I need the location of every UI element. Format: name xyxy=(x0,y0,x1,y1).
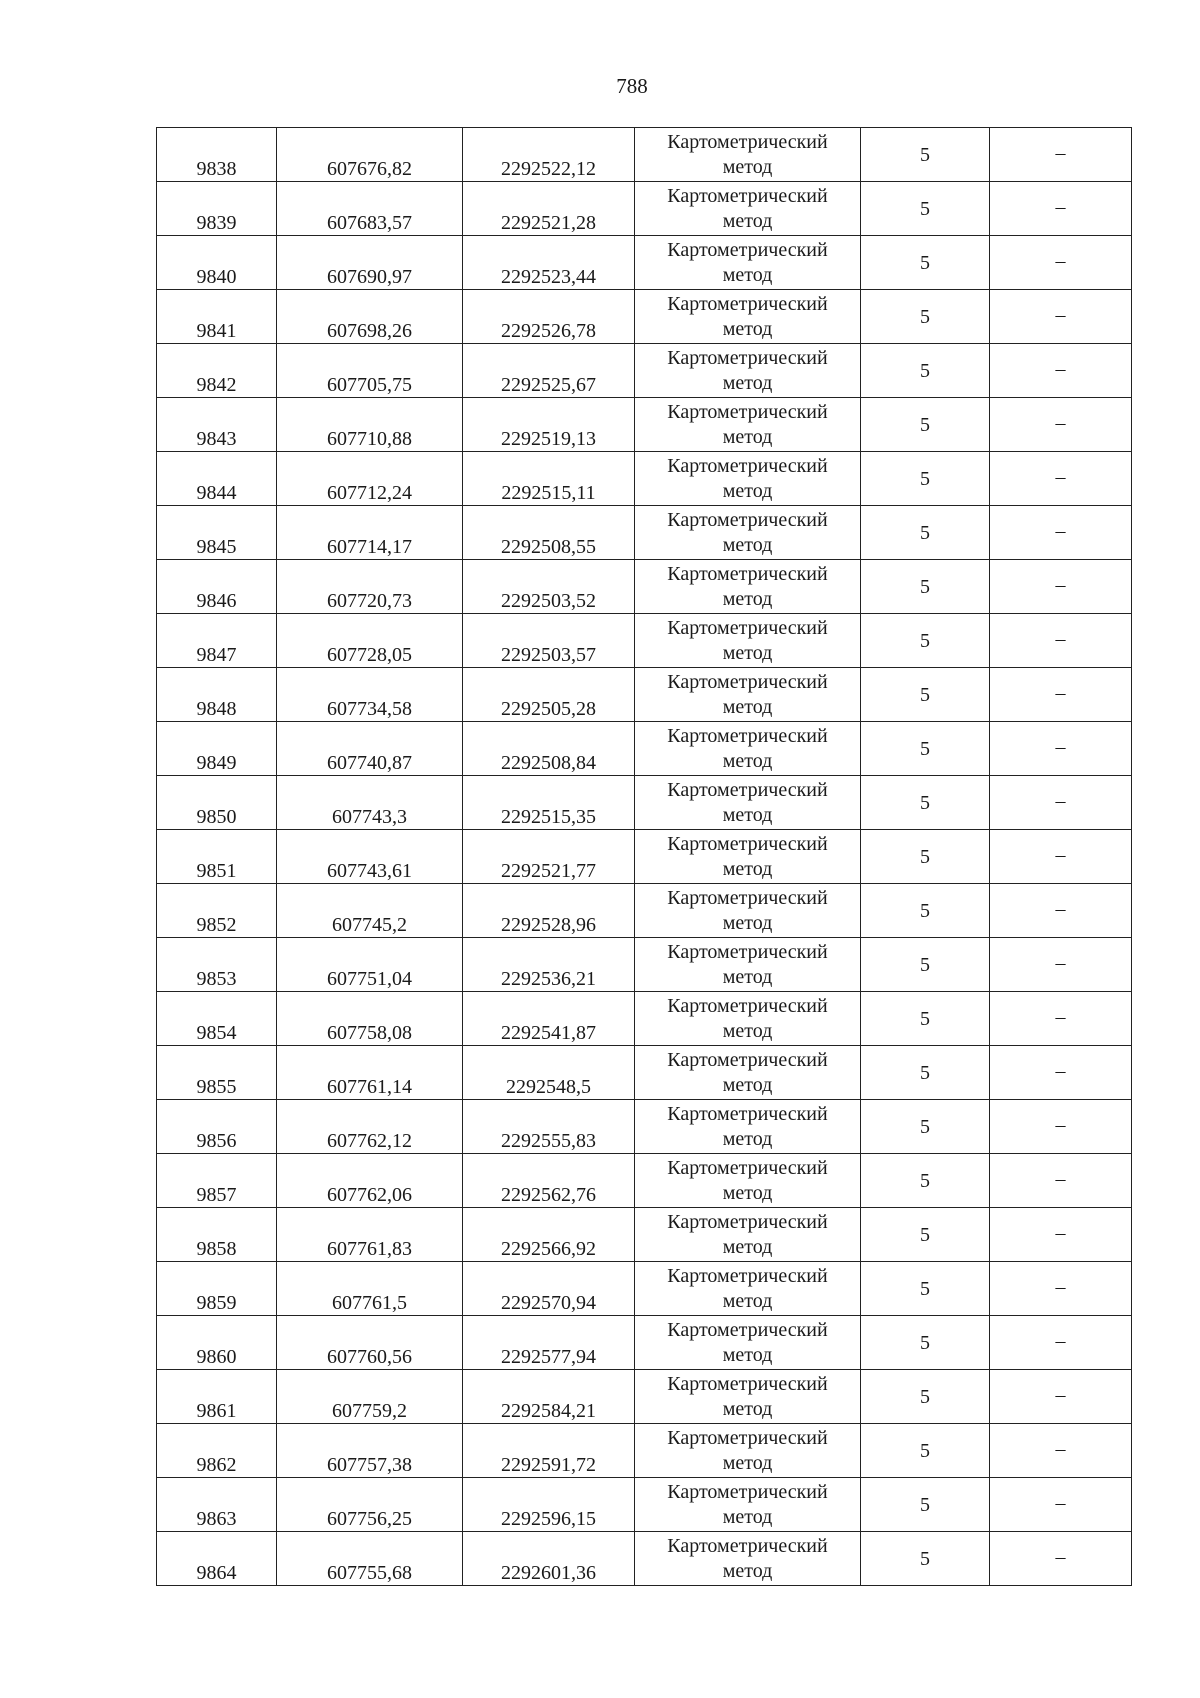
accuracy-cell: 5 xyxy=(861,1208,990,1262)
method-line-2: метод xyxy=(722,1505,773,1528)
method-line-1: Картометрический xyxy=(667,994,828,1017)
table-row xyxy=(157,1262,1132,1316)
method-line-1: Картометрический xyxy=(667,724,828,747)
table-row xyxy=(157,776,1132,830)
method-line-2: метод xyxy=(722,533,773,556)
x-coordinate-cell: 607761,14 xyxy=(277,1046,463,1100)
method-cell xyxy=(635,236,861,290)
method-line-2: метод xyxy=(722,911,773,934)
method-line-1: Картометрический xyxy=(667,346,828,369)
x-coordinate-cell: 607720,73 xyxy=(277,560,463,614)
point-number-cell: 9843 xyxy=(157,398,277,452)
point-number-cell: 9847 xyxy=(157,614,277,668)
accuracy-cell: 5 xyxy=(861,1370,990,1424)
point-number-cell: 9856 xyxy=(157,1100,277,1154)
point-number-cell: 9857 xyxy=(157,1154,277,1208)
method-cell xyxy=(635,1262,861,1316)
method-line-1: Картометрический xyxy=(667,1264,828,1287)
method-cell xyxy=(635,776,861,830)
point-number-cell: 9855 xyxy=(157,1046,277,1100)
x-coordinate-cell: 607712,24 xyxy=(277,452,463,506)
y-coordinate-cell: 2292505,28 xyxy=(463,668,635,722)
x-coordinate-cell: 607759,2 xyxy=(277,1370,463,1424)
x-coordinate-cell: 607761,5 xyxy=(277,1262,463,1316)
y-coordinate-cell: 2292508,84 xyxy=(463,722,635,776)
note-cell: – xyxy=(990,1208,1132,1262)
method-line-1: Картометрический xyxy=(667,1048,828,1071)
method-line-1: Картометрический xyxy=(667,670,828,693)
table-row xyxy=(157,1316,1132,1370)
accuracy-cell: 5 xyxy=(861,1532,990,1586)
note-cell: – xyxy=(990,614,1132,668)
note-cell: – xyxy=(990,506,1132,560)
table-row xyxy=(157,560,1132,614)
note-cell: – xyxy=(990,1262,1132,1316)
accuracy-cell: 5 xyxy=(861,776,990,830)
method-line-1: Картометрический xyxy=(667,616,828,639)
method-line-2: метод xyxy=(722,209,773,232)
method-line-2: метод xyxy=(722,1235,773,1258)
point-number-cell: 9838 xyxy=(157,128,277,182)
method-cell xyxy=(635,506,861,560)
point-number-cell: 9858 xyxy=(157,1208,277,1262)
method-line-2: метод xyxy=(722,1073,773,1096)
method-cell xyxy=(635,398,861,452)
table-row xyxy=(157,1046,1132,1100)
x-coordinate-cell: 607762,12 xyxy=(277,1100,463,1154)
table-row xyxy=(157,1154,1132,1208)
table-row xyxy=(157,1424,1132,1478)
method-line-2: метод xyxy=(722,857,773,880)
table-row xyxy=(157,722,1132,776)
method-line-1: Картометрический xyxy=(667,292,828,315)
table-row xyxy=(157,182,1132,236)
point-number-cell: 9842 xyxy=(157,344,277,398)
method-cell xyxy=(635,1100,861,1154)
x-coordinate-cell: 607761,83 xyxy=(277,1208,463,1262)
note-cell: – xyxy=(990,722,1132,776)
method-line-2: метод xyxy=(722,965,773,988)
method-line-1: Картометрический xyxy=(667,940,828,963)
point-number-cell: 9839 xyxy=(157,182,277,236)
note-cell: – xyxy=(990,1424,1132,1478)
x-coordinate-cell: 607698,26 xyxy=(277,290,463,344)
table-row xyxy=(157,992,1132,1046)
note-cell: – xyxy=(990,182,1132,236)
x-coordinate-cell: 607762,06 xyxy=(277,1154,463,1208)
y-coordinate-cell: 2292566,92 xyxy=(463,1208,635,1262)
y-coordinate-cell: 2292555,83 xyxy=(463,1100,635,1154)
note-cell: – xyxy=(990,776,1132,830)
method-line-1: Картометрический xyxy=(667,562,828,585)
x-coordinate-cell: 607760,56 xyxy=(277,1316,463,1370)
note-cell: – xyxy=(990,452,1132,506)
method-cell xyxy=(635,344,861,398)
y-coordinate-cell: 2292591,72 xyxy=(463,1424,635,1478)
method-line-1: Картометрический xyxy=(667,130,828,153)
note-cell: – xyxy=(990,560,1132,614)
point-number-cell: 9852 xyxy=(157,884,277,938)
method-line-2: метод xyxy=(722,1451,773,1474)
method-line-2: метод xyxy=(722,425,773,448)
method-line-1: Картометрический xyxy=(667,1210,828,1233)
method-cell xyxy=(635,830,861,884)
x-coordinate-cell: 607705,75 xyxy=(277,344,463,398)
method-cell xyxy=(635,668,861,722)
note-cell: – xyxy=(990,1370,1132,1424)
method-line-2: метод xyxy=(722,803,773,826)
table-row xyxy=(157,1208,1132,1262)
method-line-1: Картометрический xyxy=(667,184,828,207)
x-coordinate-cell: 607745,2 xyxy=(277,884,463,938)
method-line-1: Картометрический xyxy=(667,1372,828,1395)
method-cell xyxy=(635,884,861,938)
y-coordinate-cell: 2292523,44 xyxy=(463,236,635,290)
method-cell xyxy=(635,1370,861,1424)
method-cell xyxy=(635,560,861,614)
table-row xyxy=(157,452,1132,506)
page-number: 788 xyxy=(616,74,648,98)
y-coordinate-cell: 2292503,57 xyxy=(463,614,635,668)
x-coordinate-cell: 607755,68 xyxy=(277,1532,463,1586)
method-cell xyxy=(635,1154,861,1208)
accuracy-cell: 5 xyxy=(861,938,990,992)
table-row xyxy=(157,398,1132,452)
method-line-1: Картометрический xyxy=(667,1102,828,1125)
note-cell: – xyxy=(990,1046,1132,1100)
point-number-cell: 9853 xyxy=(157,938,277,992)
y-coordinate-cell: 2292521,77 xyxy=(463,830,635,884)
y-coordinate-cell: 2292536,21 xyxy=(463,938,635,992)
point-number-cell: 9851 xyxy=(157,830,277,884)
y-coordinate-cell: 2292508,55 xyxy=(463,506,635,560)
note-cell: – xyxy=(990,398,1132,452)
x-coordinate-cell: 607683,57 xyxy=(277,182,463,236)
y-coordinate-cell: 2292521,28 xyxy=(463,182,635,236)
method-cell xyxy=(635,1532,861,1586)
method-cell xyxy=(635,722,861,776)
note-cell: – xyxy=(990,1478,1132,1532)
table-row xyxy=(157,1100,1132,1154)
method-line-2: метод xyxy=(722,317,773,340)
table-row xyxy=(157,344,1132,398)
accuracy-cell: 5 xyxy=(861,1316,990,1370)
method-line-1: Картометрический xyxy=(667,1156,828,1179)
table-row xyxy=(157,128,1132,182)
accuracy-cell: 5 xyxy=(861,344,990,398)
table-row xyxy=(157,668,1132,722)
x-coordinate-cell: 607734,58 xyxy=(277,668,463,722)
method-line-2: метод xyxy=(722,371,773,394)
accuracy-cell: 5 xyxy=(861,1424,990,1478)
method-line-2: метод xyxy=(722,1343,773,1366)
point-number-cell: 9848 xyxy=(157,668,277,722)
table-row xyxy=(157,236,1132,290)
accuracy-cell: 5 xyxy=(861,830,990,884)
method-line-2: метод xyxy=(722,155,773,178)
method-line-2: метод xyxy=(722,1397,773,1420)
method-line-1: Картометрический xyxy=(667,1534,828,1557)
method-cell xyxy=(635,1208,861,1262)
y-coordinate-cell: 2292541,87 xyxy=(463,992,635,1046)
point-number-cell: 9846 xyxy=(157,560,277,614)
point-number-cell: 9844 xyxy=(157,452,277,506)
method-cell xyxy=(635,1316,861,1370)
point-number-cell: 9859 xyxy=(157,1262,277,1316)
method-line-1: Картометрический xyxy=(667,1480,828,1503)
accuracy-cell: 5 xyxy=(861,992,990,1046)
method-line-2: метод xyxy=(722,695,773,718)
y-coordinate-cell: 2292577,94 xyxy=(463,1316,635,1370)
method-line-1: Картометрический xyxy=(667,508,828,531)
method-line-1: Картометрический xyxy=(667,1426,828,1449)
method-line-2: метод xyxy=(722,641,773,664)
y-coordinate-cell: 2292596,15 xyxy=(463,1478,635,1532)
table-row xyxy=(157,614,1132,668)
note-cell: – xyxy=(990,1154,1132,1208)
method-line-1: Картометрический xyxy=(667,832,828,855)
coordinates-table-body xyxy=(157,128,1132,1586)
x-coordinate-cell: 607714,17 xyxy=(277,506,463,560)
y-coordinate-cell: 2292519,13 xyxy=(463,398,635,452)
accuracy-cell: 5 xyxy=(861,290,990,344)
method-cell xyxy=(635,1046,861,1100)
note-cell: – xyxy=(990,938,1132,992)
table-row xyxy=(157,506,1132,560)
y-coordinate-cell: 2292515,35 xyxy=(463,776,635,830)
accuracy-cell: 5 xyxy=(861,398,990,452)
method-line-1: Картометрический xyxy=(667,400,828,423)
x-coordinate-cell: 607757,38 xyxy=(277,1424,463,1478)
accuracy-cell: 5 xyxy=(861,128,990,182)
x-coordinate-cell: 607743,3 xyxy=(277,776,463,830)
y-coordinate-cell: 2292601,36 xyxy=(463,1532,635,1586)
method-line-1: Картометрический xyxy=(667,454,828,477)
y-coordinate-cell: 2292515,11 xyxy=(463,452,635,506)
x-coordinate-cell: 607676,82 xyxy=(277,128,463,182)
point-number-cell: 9863 xyxy=(157,1478,277,1532)
accuracy-cell: 5 xyxy=(861,722,990,776)
accuracy-cell: 5 xyxy=(861,1154,990,1208)
method-cell xyxy=(635,938,861,992)
method-cell xyxy=(635,1424,861,1478)
table-row xyxy=(157,290,1132,344)
method-line-2: метод xyxy=(722,1289,773,1312)
method-line-1: Картометрический xyxy=(667,1318,828,1341)
method-cell xyxy=(635,128,861,182)
point-number-cell: 9845 xyxy=(157,506,277,560)
note-cell: – xyxy=(990,1100,1132,1154)
point-number-cell: 9840 xyxy=(157,236,277,290)
x-coordinate-cell: 607756,25 xyxy=(277,1478,463,1532)
x-coordinate-cell: 607740,87 xyxy=(277,722,463,776)
point-number-cell: 9841 xyxy=(157,290,277,344)
note-cell: – xyxy=(990,668,1132,722)
x-coordinate-cell: 607751,04 xyxy=(277,938,463,992)
x-coordinate-cell: 607690,97 xyxy=(277,236,463,290)
table-row xyxy=(157,884,1132,938)
method-line-2: метод xyxy=(722,587,773,610)
y-coordinate-cell: 2292584,21 xyxy=(463,1370,635,1424)
method-cell xyxy=(635,1478,861,1532)
accuracy-cell: 5 xyxy=(861,452,990,506)
table-row xyxy=(157,1532,1132,1586)
method-line-2: метод xyxy=(722,1181,773,1204)
point-number-cell: 9861 xyxy=(157,1370,277,1424)
accuracy-cell: 5 xyxy=(861,1046,990,1100)
point-number-cell: 9864 xyxy=(157,1532,277,1586)
y-coordinate-cell: 2292526,78 xyxy=(463,290,635,344)
accuracy-cell: 5 xyxy=(861,182,990,236)
method-cell xyxy=(635,452,861,506)
y-coordinate-cell: 2292503,52 xyxy=(463,560,635,614)
x-coordinate-cell: 607710,88 xyxy=(277,398,463,452)
accuracy-cell: 5 xyxy=(861,668,990,722)
y-coordinate-cell: 2292548,5 xyxy=(463,1046,635,1100)
y-coordinate-cell: 2292562,76 xyxy=(463,1154,635,1208)
coordinates-table xyxy=(156,127,1132,1586)
point-number-cell: 9860 xyxy=(157,1316,277,1370)
accuracy-cell: 5 xyxy=(861,1478,990,1532)
point-number-cell: 9850 xyxy=(157,776,277,830)
y-coordinate-cell: 2292528,96 xyxy=(463,884,635,938)
method-line-2: метод xyxy=(722,1019,773,1042)
note-cell: – xyxy=(990,830,1132,884)
note-cell: – xyxy=(990,344,1132,398)
accuracy-cell: 5 xyxy=(861,614,990,668)
table-row xyxy=(157,1370,1132,1424)
note-cell: – xyxy=(990,128,1132,182)
point-number-cell: 9862 xyxy=(157,1424,277,1478)
y-coordinate-cell: 2292522,12 xyxy=(463,128,635,182)
method-line-1: Картометрический xyxy=(667,238,828,261)
accuracy-cell: 5 xyxy=(861,884,990,938)
y-coordinate-cell: 2292525,67 xyxy=(463,344,635,398)
method-line-1: Картометрический xyxy=(667,886,828,909)
method-line-2: метод xyxy=(722,263,773,286)
method-cell xyxy=(635,614,861,668)
method-cell xyxy=(635,992,861,1046)
accuracy-cell: 5 xyxy=(861,506,990,560)
accuracy-cell: 5 xyxy=(861,236,990,290)
table-row xyxy=(157,938,1132,992)
accuracy-cell: 5 xyxy=(861,560,990,614)
point-number-cell: 9849 xyxy=(157,722,277,776)
note-cell: – xyxy=(990,1316,1132,1370)
table-row xyxy=(157,1478,1132,1532)
method-line-2: метод xyxy=(722,749,773,772)
x-coordinate-cell: 607743,61 xyxy=(277,830,463,884)
method-cell xyxy=(635,182,861,236)
x-coordinate-cell: 607728,05 xyxy=(277,614,463,668)
accuracy-cell: 5 xyxy=(861,1100,990,1154)
note-cell: – xyxy=(990,884,1132,938)
note-cell: – xyxy=(990,1532,1132,1586)
method-line-1: Картометрический xyxy=(667,778,828,801)
method-line-2: метод xyxy=(722,479,773,502)
method-line-2: метод xyxy=(722,1127,773,1150)
method-cell xyxy=(635,290,861,344)
method-line-2: метод xyxy=(722,1559,773,1582)
accuracy-cell: 5 xyxy=(861,1262,990,1316)
x-coordinate-cell: 607758,08 xyxy=(277,992,463,1046)
note-cell: – xyxy=(990,992,1132,1046)
table-row xyxy=(157,830,1132,884)
y-coordinate-cell: 2292570,94 xyxy=(463,1262,635,1316)
note-cell: – xyxy=(990,290,1132,344)
point-number-cell: 9854 xyxy=(157,992,277,1046)
note-cell: – xyxy=(990,236,1132,290)
